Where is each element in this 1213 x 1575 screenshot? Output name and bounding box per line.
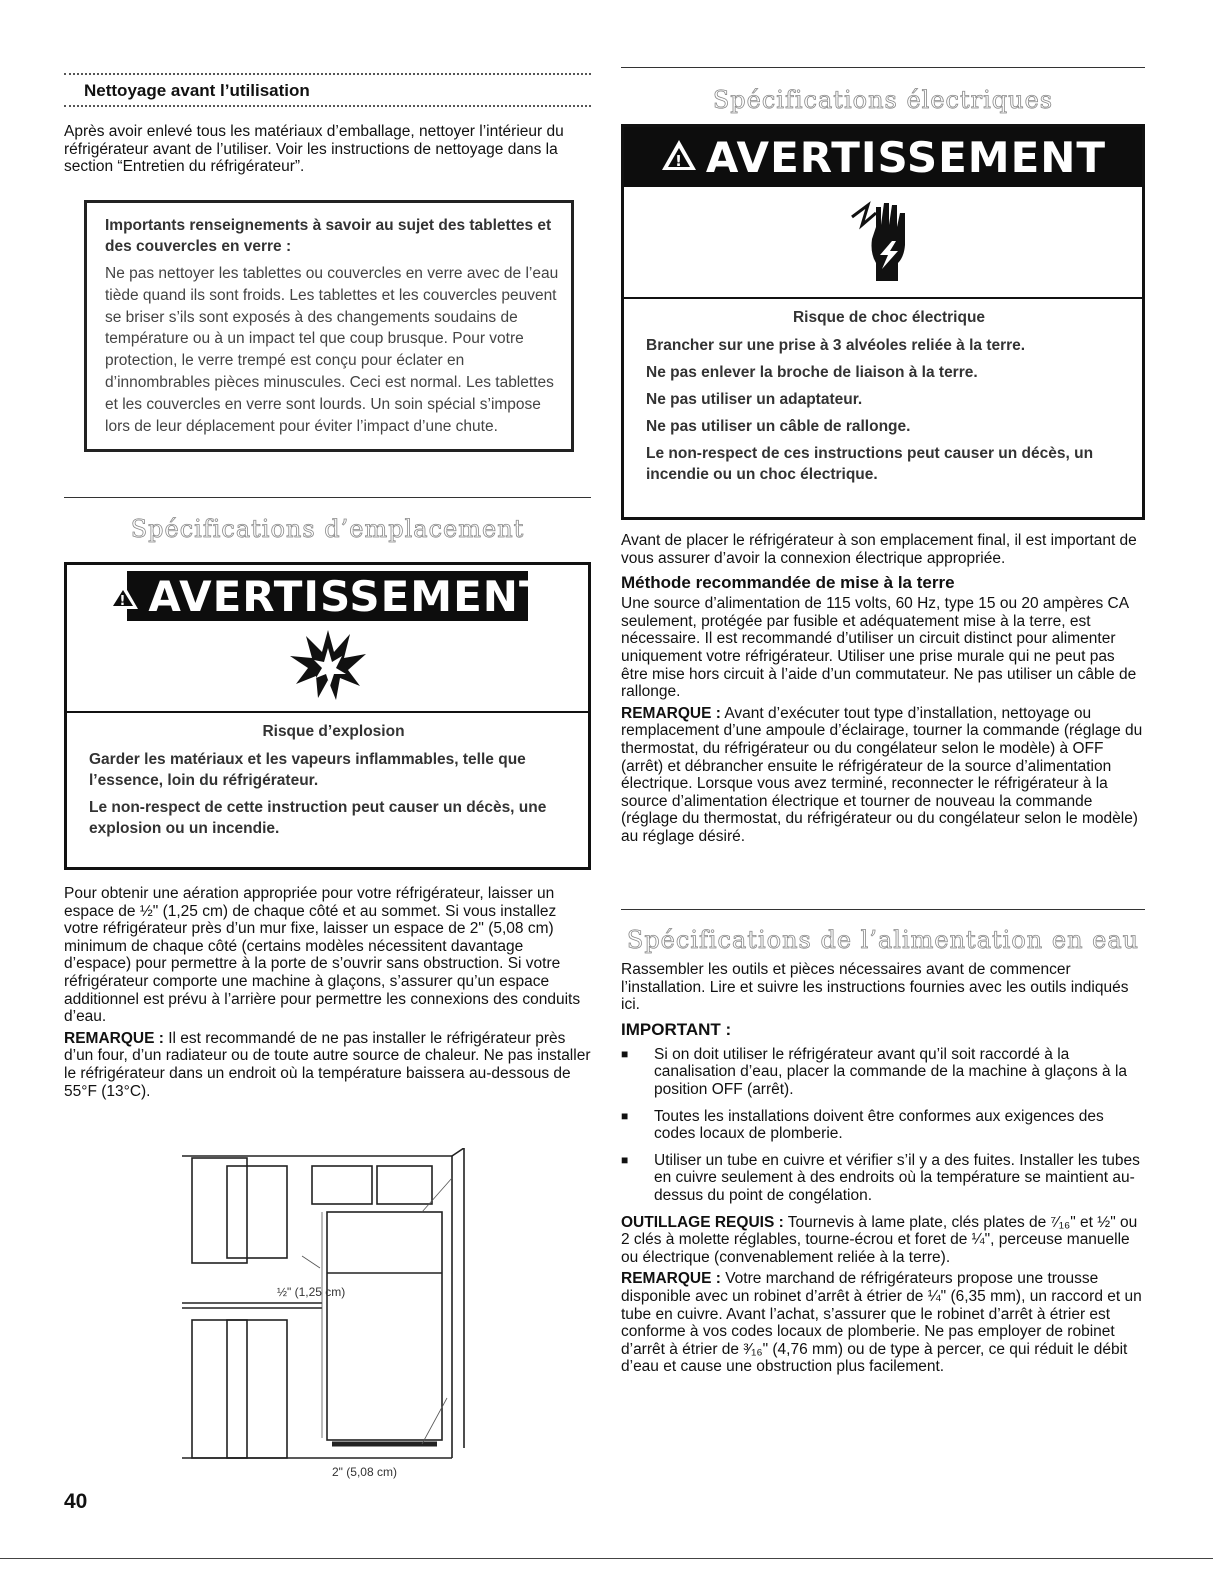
list-item: ■ Si on doit utiliser le réfrigérateur avant qu’il soit raccordé à la canalisation d’eau, placer la commande de la machine à glaçons à la position OFF (arrêt). bbox=[621, 1046, 1145, 1099]
explosion-warning bbox=[64, 562, 591, 870]
warning-banner-text: AVERTISSEMENT bbox=[148, 571, 549, 621]
note-label: REMARQUE : bbox=[64, 1029, 164, 1047]
tools-required bbox=[621, 1214, 1145, 1267]
water-note bbox=[621, 1270, 1145, 1376]
bottom-rule bbox=[0, 1558, 1213, 1559]
warning-banner bbox=[624, 127, 1142, 187]
warning-line: Ne pas utiliser un adaptateur. bbox=[646, 391, 863, 408]
glass-info-box bbox=[84, 200, 574, 452]
warning-banner bbox=[119, 571, 549, 621]
note-text: Votre marchand de réfrigérateurs propose une trousse disponible avec un robinet d’arrêt à étrier de ¼" (6,35 mm), un raccord et un tube en cuivre. Avant l’achat, s’assurer que le robinet d’arrêt à étrier est conforme à vos codes locaux de plomberie. Ne pas employer de robinet d’arrêt à étrier de ³⁄₁₆" (4,76 mm) ou de type à percer, ce qui réduit le débit d’eau et cause une obstruction plus facilement. bbox=[621, 1270, 1142, 1376]
divider bbox=[64, 497, 591, 498]
explosion-icon bbox=[67, 621, 588, 713]
electric-warning bbox=[621, 124, 1145, 520]
cleaning-body: Après avoir enlevé tous les matériaux d’emballage, nettoyer l’intérieur du réfrigérateur avant de l’utiliser. Voir les instructions de nettoyage dans la section “Entretien du réfrigérateur”. bbox=[64, 123, 564, 176]
water-intro: Rassembler les outils et pièces nécessaires avant de commencer l’installation. Lire et suivre les instructions fournies avec les outils indiqués ici. bbox=[621, 961, 1129, 1014]
warning-triangle-icon bbox=[106, 572, 140, 621]
note-text: Il est recommandé de ne pas installer le réfrigérateur près d’un four, d’un radiateur ou de toute autre source de chaleur. Ne pas installer le réfrigérateur dans un endroit où la température baissera au-dessous de 55°F (13°C). bbox=[64, 1029, 591, 1100]
divider bbox=[621, 67, 1145, 68]
list-item: ■ Toutes les installations doivent être conformes aux exigences des codes locaux de plomberie. bbox=[621, 1108, 1145, 1143]
warning-line: Brancher sur une prise à 3 alvéoles reliée à la terre. bbox=[646, 337, 1026, 354]
warning-risk: Risque d’explosion bbox=[262, 723, 405, 740]
cleaning-title: Nettoyage avant l’utilisation bbox=[84, 81, 310, 100]
location-body bbox=[64, 885, 591, 1100]
electrical-note bbox=[621, 705, 1145, 846]
warning-banner-text: AVERTISSEMENT bbox=[705, 132, 1107, 182]
warning-line: Garder les matériaux et les vapeurs inflammables, telle que l’essence, loin du réfrigérateur. bbox=[89, 751, 526, 789]
electric-shock-icon bbox=[624, 187, 1142, 299]
diagram-label-side: ½" (1,25 cm) bbox=[277, 1285, 346, 1299]
warning-line: Le non-respect de ces instructions peut causer un décès, un incendie ou un choc électrique. bbox=[646, 445, 1094, 483]
warning-triangle-icon bbox=[660, 133, 698, 182]
note-label: REMARQUE : bbox=[621, 1270, 721, 1288]
svg-text:!: ! bbox=[119, 593, 127, 609]
diagram-label-bottom: 2" (5,08 cm) bbox=[332, 1465, 397, 1479]
electrical-intro: Avant de placer le réfrigérateur à son emplacement final, il est important de vous assurer d’avoir la connexion électrique appropriée. bbox=[621, 532, 1137, 567]
cleaning-section bbox=[64, 73, 591, 176]
tools-text: Tournevis à lame plate, clés plates de ⁷⁄₁₆" et ½" ou 2 clés à molette réglables, tourne-écrou et foret de ¼", perceuse manuelle ou électrique (convenablement reliée à la terre). bbox=[621, 1213, 1138, 1266]
note-label: REMARQUE : bbox=[621, 704, 721, 722]
glass-info-body: Ne pas nettoyer les tablettes ou couvercles en verre avec de l’eau tiède quand ils sont froids. Les tablettes et les couvercles peuvent se briser s’ils sont exposés à des changements soudains de température ou à un impact tel que coup brusque. Pour votre protection, le verre trempé est conçu pour éclater en d’innombrables pièces minuscules. Ceci est normal. Les tablettes et les couvercles en verre sont lourds. Un soin spécial s’impose lors de leur déplacement pour éviter l’impact d’une chute. bbox=[105, 265, 559, 435]
clearance-diagram bbox=[182, 1148, 482, 1483]
warning-line: Ne pas utiliser un câble de rallonge. bbox=[646, 418, 911, 435]
grounding-method-body: Une source d’alimentation de 115 volts, 60 Hz, type 15 ou 20 ampères CA seulement, protégée par fusible et adéquatement mise à la terre, est nécessaire. Il est recommandé d’utiliser un circuit distinct pour alimenter uniquement votre réfrigérateur. Utiliser une prise murale qui ne peut pas être mise hors circuit à l’aide d’un commutateur. Ne pas utiliser un câble de rallonge. bbox=[621, 595, 1137, 701]
fridge-diagram-icon bbox=[182, 1148, 482, 1483]
tools-label: OUTILLAGE REQUIS : bbox=[621, 1213, 784, 1231]
warning-text bbox=[624, 299, 1142, 501]
water-bullet-list bbox=[621, 1046, 1145, 1205]
list-item: ■ Utiliser un tube en cuivre et vérifier s’il y a des fuites. Installer les tubes en cuivre seulement à des endroits où la température se maintient au-dessus du point de congélation. bbox=[621, 1152, 1145, 1205]
location-para: Pour obtenir une aération appropriée pour votre réfrigérateur, laisser un espace de ½" (1,25 cm) de chaque côté et au sommet. Si vous installez votre réfrigérateur près d’un mur fixe, laisser un espace de 2" (5,08 cm) minimum de chaque côté (certains modèles nécessitent davantage d’espace) pour permettre à la porte de s’ouvrir sans obstruction. Si votre réfrigérateur comporte une machine à glaçons, s’assurer qu’un espace additionnel est prévu à l’arrière pour permettre les connexions des conduits d’eau. bbox=[64, 885, 581, 1026]
warning-line: Ne pas enlever la broche de liaison à la terre. bbox=[646, 364, 978, 381]
svg-text:!: ! bbox=[674, 151, 683, 170]
section-rule bbox=[64, 105, 591, 107]
electrical-title: Spécifications électriques bbox=[712, 86, 1054, 114]
warning-line: Le non-respect de cette instruction peut causer un décès, une explosion ou un incendie. bbox=[89, 799, 547, 837]
warning-text bbox=[67, 713, 588, 855]
divider bbox=[621, 909, 1145, 910]
important-label: IMPORTANT : bbox=[621, 1019, 732, 1039]
note-text: Avant d’exécuter tout type d’installation, nettoyage ou remplacement d’une ampoule d’éclairage, tourner la commande (réglage du thermostat, du réfrigérateur ou du congélateur selon le modèle) à OFF (arrêt) et débrancher ensuite le réfrigérateur de la source d’alimentation électrique. Lorsque vous avez terminé, reconnecter le réfrigérateur à la source d’alimentation électrique et tourner de nouveau la commande (réglage du thermostat, du réfrigérateur ou du congélateur selon le modèle) au réglage désiré. bbox=[621, 704, 1143, 845]
warning-risk: Risque de choc électrique bbox=[792, 309, 986, 326]
location-note bbox=[64, 1030, 591, 1100]
water-body bbox=[621, 961, 1145, 1376]
water-title: Spécifications de l’alimentation en eau bbox=[626, 926, 1140, 954]
page-number: 40 bbox=[64, 1490, 88, 1513]
location-title: Spécifications d’emplacement bbox=[130, 515, 525, 543]
grounding-method-title: Méthode recommandée de mise à la terre bbox=[621, 573, 955, 593]
electrical-body bbox=[621, 532, 1145, 846]
glass-info-heading: Importants renseignements à savoir au sujet des tablettes et des couvercles en verre : bbox=[105, 217, 552, 255]
